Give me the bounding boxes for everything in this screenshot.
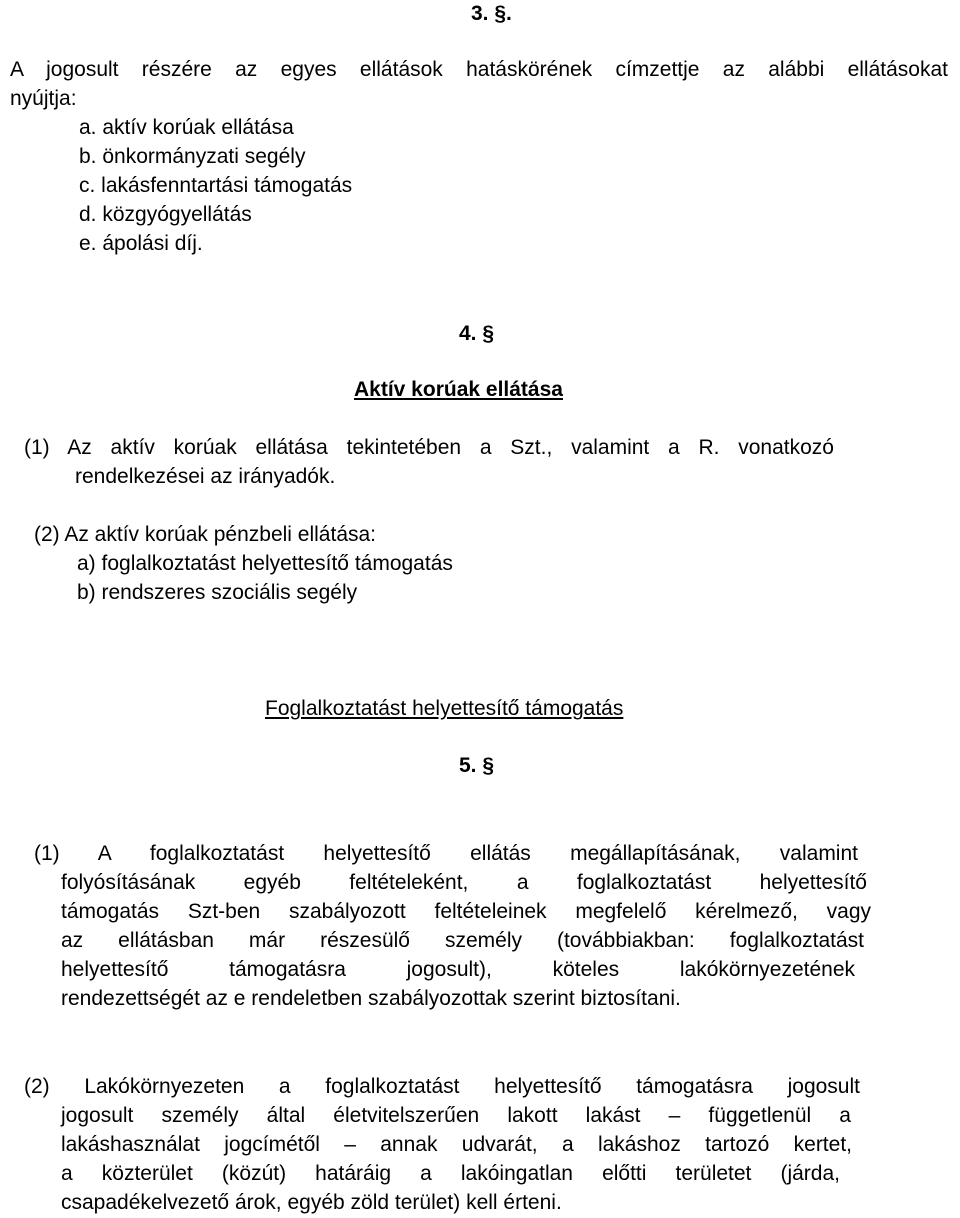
section-5-paragraph-2-line-4: a közterület (közút) határáig a lakóingatlan előtti területet (járda, [61,1162,840,1185]
section-5-paragraph-1-line-4: az ellátásban már részesülő személy (továbbiakban: foglalkoztatást [61,929,864,952]
section-4-title: Aktív korúak ellátása [354,378,563,401]
section-5-paragraph-2-line-5: csapadékelvezető árok, egyéb zöld terület) kell érteni. [61,1191,562,1214]
section-3-intro-line-1: A jogosult részére az egyes ellátások hatáskörének címzettje az alábbi ellátásokat [10,58,948,81]
section-3-list-item-b: b. önkormányzati segély [79,145,306,168]
section-3-list-item-e: e. ápolási díj. [79,232,203,255]
section-3-list-item-c: c. lakásfenntartási támogatás [79,174,353,197]
section-5-title: Foglalkoztatást helyettesítő támogatás [265,697,624,720]
section-5-paragraph-1-line-2: folyósításának egyéb feltételeként, a foglalkoztatást helyettesítő [61,871,867,894]
section-3-list-item-d: d. közgyógyellátás [79,203,252,226]
section-5-heading: 5. § [459,754,495,777]
section-5-paragraph-1-line-3: támogatás Szt-ben szabályozott feltételeinek megfelelő kérelmező, vagy [61,900,871,923]
section-4-paragraph-1-line-2: rendelkezései az irányadók. [75,465,336,488]
section-4-heading: 4. § [459,322,495,345]
section-3-list-item-a: a. aktív korúak ellátása [79,116,294,139]
section-3-intro-line-2: nyújtja: [10,87,77,110]
section-5-paragraph-1-line-5: helyettesítő támogatásra jogosult), köteles lakókörnyezetének [61,958,855,981]
section-4-paragraph-2-item-b: b) rendszeres szociális segély [77,581,358,604]
section-3-heading: 3. §. [471,2,512,25]
section-4-paragraph-1-line-1: (1) Az aktív korúak ellátása tekintetében a Szt., valamint a R. vonatkozó [24,436,834,459]
section-5-paragraph-2-line-2: jogosult személy által életvitelszerűen lakott lakást – függetlenül a [61,1104,851,1127]
section-5-paragraph-1-line-1: (1) A foglalkoztatást helyettesítő ellátás megállapításának, valamint [34,842,858,865]
section-4-paragraph-2-line-1: (2) Az aktív korúak pénzbeli ellátása: [34,523,377,546]
section-5-paragraph-2-line-1: (2) Lakókörnyezeten a foglalkoztatást helyettesítő támogatásra jogosult [24,1075,860,1098]
section-5-paragraph-2-line-3: lakáshasználat jogcímétől – annak udvarát, a lakáshoz tartozó kertet, [61,1133,852,1156]
section-4-paragraph-2-item-a: a) foglalkoztatást helyettesítő támogatás [77,552,453,575]
section-5-paragraph-1-line-6: rendezettségét az e rendeletben szabályozottak szerint biztosítani. [61,987,681,1010]
